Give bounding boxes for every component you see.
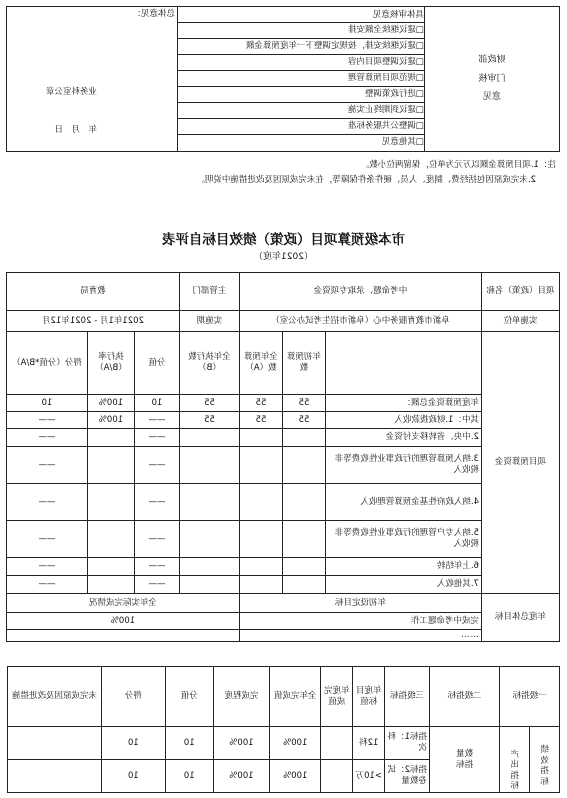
budget-cell: 年度预算资金总额： [326, 395, 482, 412]
budget-cell: 10 [134, 395, 179, 412]
budget-cell: 100% [87, 395, 134, 412]
budget-cell [87, 429, 134, 447]
ind-cell: 10 [101, 727, 165, 760]
ind-cell: 12科 [353, 727, 385, 760]
budget-cell [87, 484, 134, 521]
budget-cell: —— [6, 558, 87, 576]
table-row [6, 576, 559, 594]
specific-opinion-title: 具体审核意见 [178, 8, 424, 23]
budget-cell: —— [6, 429, 87, 447]
ind-lvl1-text: 绩效指标 [540, 745, 549, 787]
budget-header: 全年预算数（A） [239, 332, 282, 395]
budget-cell [179, 558, 239, 576]
budget-cell: 55 [283, 412, 326, 429]
review-dept-label [425, 7, 560, 152]
budget-header: 分值 [134, 332, 179, 395]
budget-cell: 55 [239, 412, 282, 429]
budget-cell [179, 576, 239, 594]
ind-header: 年度目标值 [353, 667, 385, 727]
ind-cell [8, 727, 102, 760]
ind-cell: >10万 [353, 760, 385, 793]
ind-header: 一级指标 [500, 667, 560, 727]
budget-cell [239, 429, 282, 447]
competent-dept-label: 主管部门 [179, 273, 239, 311]
ind-cell: 10 [165, 760, 213, 793]
ind-lvl2-text: 数量指标 [456, 748, 474, 770]
table-row [6, 412, 559, 429]
impl-unit-label: 实施单位 [482, 311, 560, 332]
budget-cell [283, 576, 326, 594]
budget-cell [87, 521, 134, 558]
impl-period-label: 实施期 [179, 311, 239, 332]
table-row [6, 484, 559, 521]
table-row [6, 395, 559, 412]
ind-header: 三级指标 [385, 667, 430, 727]
budget-cell: 其中：1.财政拨款收入 [326, 412, 482, 429]
note-1: 注：1.项目预算金额以万元为单位，保留两位小数。 [360, 160, 556, 170]
ind-cell: 100% [270, 727, 321, 760]
budget-cell: —— [134, 412, 179, 429]
budget-cell: —— [134, 447, 179, 484]
review-table [6, 6, 560, 152]
table-row [6, 429, 559, 447]
ind-header: 分值 [165, 667, 213, 727]
budget-cell: 55 [179, 395, 239, 412]
goal-label: 年度总体目标 [482, 594, 560, 642]
budget-cell [179, 429, 239, 447]
table-row [6, 521, 559, 558]
budget-cell [87, 447, 134, 484]
ind-cell [321, 760, 353, 793]
evaluation-table [6, 272, 560, 642]
table-row [8, 727, 560, 760]
budget-cell: 55 [283, 395, 326, 412]
review-options-cell [178, 7, 425, 152]
budget-cell: 100% [87, 412, 134, 429]
note-2: 2.未完成原因包括经费、制度、人员、硬件条件保障等，在未完成原因及改进措施中说明。 [196, 175, 536, 185]
budget-cell [283, 447, 326, 484]
ind-cell: 指标2：试卷数量 [385, 760, 430, 793]
budget-cell: 3.纳入预算管理的行政事业性收费等非税收入 [326, 447, 482, 484]
ind-cell: 100% [213, 727, 269, 760]
goal-planned-label: 年初设定目标 [239, 594, 481, 613]
impl-period: 2021年1月 - 2021年12月 [6, 311, 179, 332]
goal-actual: 100% [6, 613, 239, 630]
budget-header [326, 332, 482, 395]
ind-header: 未完成原因及改进措施 [8, 667, 102, 727]
notes [7, 158, 560, 188]
budget-cell: 7.其他收入 [326, 576, 482, 594]
budget-cell: —— [134, 429, 179, 447]
budget-cell [283, 521, 326, 558]
budget-cell [239, 521, 282, 558]
review-option-list [178, 23, 424, 150]
budget-cell [179, 484, 239, 521]
budget-cell [179, 521, 239, 558]
page-subtitle: （2021年度） [254, 252, 313, 262]
budget-cell [283, 429, 326, 447]
budget-cell: —— [134, 484, 179, 521]
budget-cell: —— [6, 521, 87, 558]
budget-cell: 10 [6, 395, 87, 412]
budget-header: 年初预算数 [283, 332, 326, 395]
goal-empty [6, 630, 239, 642]
review-option[interactable]: □建议到期终止实施 [178, 103, 424, 119]
ind-cell: 10 [165, 727, 213, 760]
budget-label: 项目预算资金 [482, 332, 560, 594]
budget-cell [283, 558, 326, 576]
ind-cell [8, 760, 102, 793]
budget-cell [239, 558, 282, 576]
budget-cell [239, 484, 282, 521]
budget-cell: —— [134, 521, 179, 558]
budget-header: 全年执行数（B） [179, 332, 239, 395]
budget-header: 得分（分值*B/A） [6, 332, 87, 395]
budget-cell: —— [6, 576, 87, 594]
review-option[interactable]: □规范项目预算管理 [178, 71, 424, 87]
budget-cell [87, 558, 134, 576]
review-dept-text: 财政部门审核意见 [478, 54, 506, 103]
signoff-date: 年 月 日 [54, 125, 97, 135]
budget-cell: —— [6, 447, 87, 484]
review-option[interactable]: □建议继续全额安排 [178, 23, 424, 39]
ind-cell [321, 727, 353, 760]
ind-cell: 指标1：科次 [385, 727, 430, 760]
ind-header: 得分 [101, 667, 165, 727]
ind-header: 全年完成值 [270, 667, 321, 727]
impl-unit: 阜新市教育服务中心（阜新市招生考试办公室） [239, 311, 481, 332]
budget-cell: 4.纳入政府性基金预算管理收入 [326, 484, 482, 521]
budget-cell: —— [134, 558, 179, 576]
review-option[interactable]: □进行政策调整 [178, 87, 424, 103]
goal-planned: 完成中考命题工作 [239, 613, 481, 630]
budget-cell: 6.上年结转 [326, 558, 482, 576]
ind-header: 二级指标 [430, 667, 500, 727]
overall-opinion-cell [7, 7, 178, 152]
budget-cell: 55 [239, 395, 282, 412]
budget-cell [239, 576, 282, 594]
budget-cell: —— [134, 576, 179, 594]
table-row [6, 447, 559, 484]
ind-cell: 10 [101, 760, 165, 793]
review-option[interactable]: □建议继续安排，按规定调整下一年度预算金额 [178, 39, 424, 55]
ind-sub1 [500, 727, 530, 793]
competent-dept: 教育局 [6, 273, 179, 311]
overall-opinion-title: 总体意见： [132, 9, 175, 19]
indicator-table [7, 666, 560, 793]
budget-cell: 5.纳入专户管理的行政事业性收费等非税收入 [326, 521, 482, 558]
budget-cell: —— [6, 412, 87, 429]
review-option[interactable]: □调整公共服务标准 [178, 119, 424, 135]
budget-cell [179, 447, 239, 484]
signoff-office: 业务科室公章 [45, 87, 97, 97]
budget-cell: 55 [179, 412, 239, 429]
budget-cell: —— [6, 484, 87, 521]
ind-sub1-text: 产出指标 [510, 749, 520, 792]
ind-cell: 100% [213, 760, 269, 793]
budget-cell: 2.中央、省转移支付资金 [326, 429, 482, 447]
ind-header: 完成程度 [213, 667, 269, 727]
goal-dots: …… [239, 630, 481, 642]
ind-cell: 100% [270, 760, 321, 793]
ind-lvl2 [430, 727, 500, 793]
review-option[interactable]: □建议调整项目内容 [178, 55, 424, 71]
ind-lvl1 [530, 727, 560, 793]
table-row [6, 558, 559, 576]
budget-cell [283, 484, 326, 521]
page-title: 市本级预算项目（政策）绩效目标自评表 [162, 232, 405, 248]
ind-header: 年度完成值 [321, 667, 353, 727]
budget-cell [239, 447, 282, 484]
project-name-label: 项目（政策）名称 [482, 273, 560, 311]
goal-actual-label: 全年实际完成情况 [6, 594, 239, 613]
budget-header: 执行率（B/A） [87, 332, 134, 395]
review-option[interactable]: □其他意见 [381, 137, 424, 147]
budget-cell [87, 576, 134, 594]
project-name: 中考命题、录取专项资金 [239, 273, 481, 311]
